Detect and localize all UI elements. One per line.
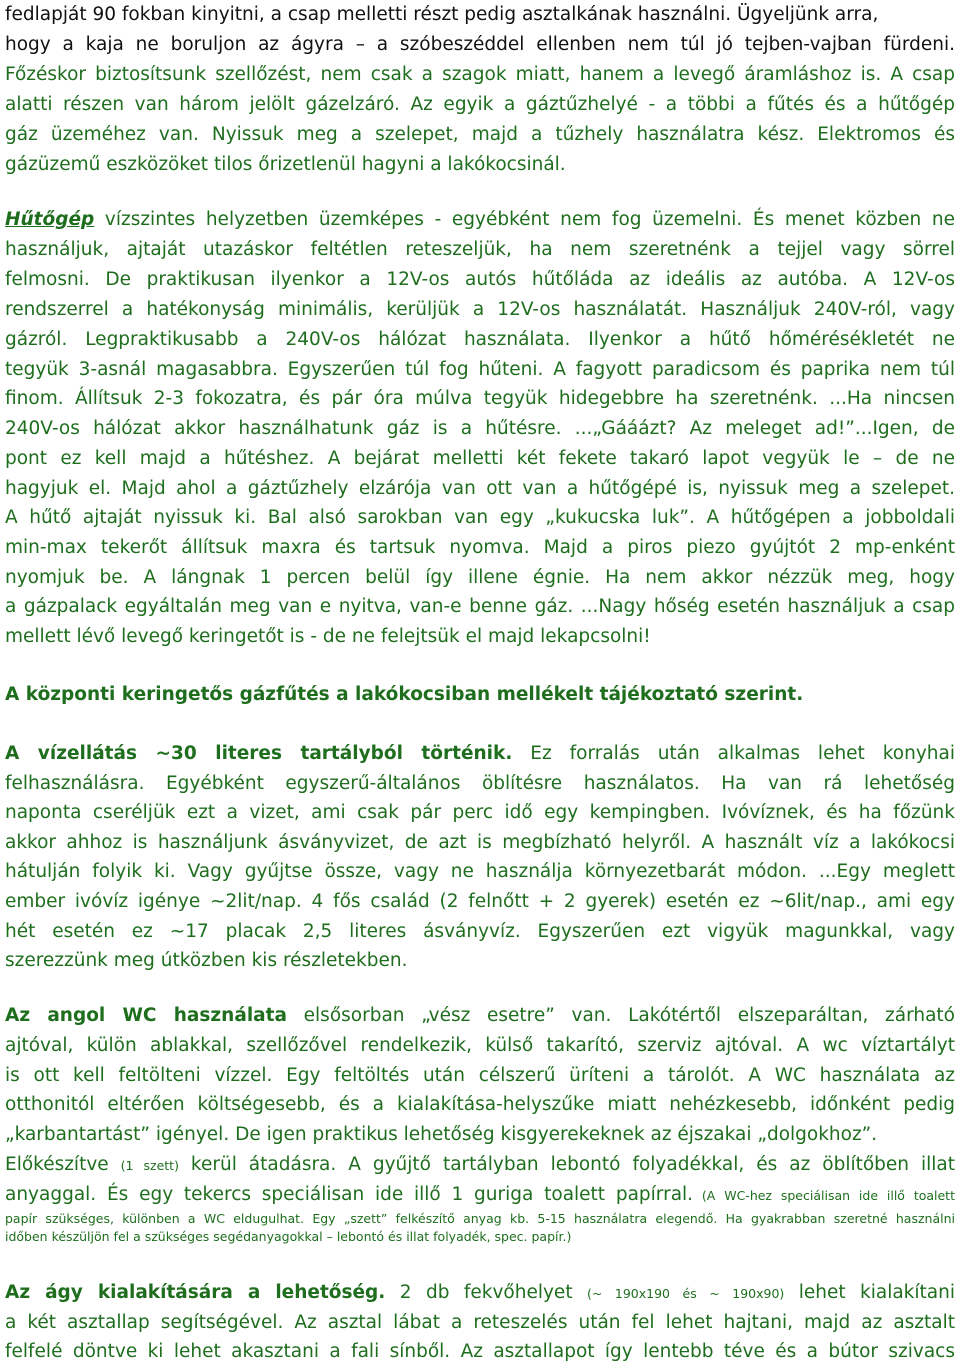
text-line [5, 857, 955, 887]
text-line [5, 1150, 955, 1180]
text-run-small: (A WC-hez speciálisan ide illő toalett [693, 1188, 955, 1203]
text-line [5, 887, 955, 917]
section-heading-hutogep: Hűtőgép [5, 209, 95, 230]
text-run: alatti részen van három jelölt gázelzáró. Az egyik a gáztűzhelyé - a többi a fűtés és a hűtőgép [5, 94, 955, 115]
text-run: 240V-os hálózat akkor használhatunk gáz is a hűtésre. ...„Gááázt? Az meleget ad!”...Igen, de [5, 418, 955, 439]
text-run: a két asztallap segítségével. Az asztal lábat a reteszelés után fel lehet hajtani, majd az asztalt [5, 1312, 955, 1333]
text-run: a gázpalack egyáltalán meg van e nyitva, van-e benne gáz. ...Nagy hőség esetén használjuk a csap [5, 596, 955, 617]
section-heading-agy: Az ágy kialakítására a lehetőség. [5, 1282, 386, 1303]
text-run: felmosni. De praktikusan ilyenkor a 12V-os autós hűtőláda az ideális az autóba. A 12V-os [5, 269, 955, 290]
text-line [5, 150, 955, 180]
text-line [5, 1061, 955, 1091]
text-run-small: időben készüljön fel a szükséges segédanyagokkal – lebontó és illat folyadék, spec. papír.) [5, 1229, 572, 1244]
text-run: nyomjuk be. A lángnak 1 percen belül így illene égnie. Ha nem akkor nézzük meg, hogy [5, 567, 955, 588]
text-run: „karbantartást” igényel. De igen praktikus lehetőség kisgyerekeknek az éjszakai „dolgokhoz”. [5, 1124, 878, 1145]
text-line [5, 30, 955, 60]
text-run: gáz üzeméhez van. Nyissuk meg a szelepet, majd a tűzhely használatra kész. Elektromos és [5, 124, 955, 145]
text-run: tegyük 3-asnál magasabbra. Egyszerűen túl fog hűteni. A fagyott paradicsom és paprika nem túl [5, 359, 955, 380]
text-line [5, 1031, 955, 1061]
section-heading-futes: A központi keringetős gázfűtés a lakókocsiban mellékelt tájékoztató szerint. [5, 684, 804, 705]
text-line [5, 384, 955, 414]
text-run: ajtóval, külön ablakkal, szellőzővel rendelkezik, külső takarító, szerviz ajtóval. A wc víztartályt [5, 1035, 955, 1056]
text-run: A hűtő ajtaját nyissuk ki. Bal alsó sarokban van egy „kukucska luk”. A hűtőgépen a jobboldali [5, 507, 955, 528]
text-run: hogy a kaja ne boruljon az ágyra – a szóbeszéddel ellenben nem túl jó tejben-vajban fürdeni. [5, 34, 955, 55]
text-line [5, 90, 955, 120]
text-line [5, 503, 955, 533]
text-run-small: papír szükséges, különben a WC eldugulhat. Egy „szett” felkészítő anyag kb. 5-15 használatra elegendő. Ha gyakrabban szeretné használni [5, 1211, 955, 1226]
text-line [5, 355, 955, 385]
text-run: hátulján folyik ki. Vagy gyűjtse össze, vagy ne használja környezetbarát módon. ...Egy meglett [5, 861, 955, 882]
section-heading-vizellatas: A vízellátás ~30 literes tartályból történik. [5, 743, 513, 764]
text-line [5, 828, 955, 858]
text-line [5, 563, 955, 593]
text-line [5, 474, 955, 504]
text-run: lehet kialakítani [784, 1282, 955, 1303]
text-line [5, 592, 955, 622]
text-run: felhasználásra. Egyébként egyszerű-általános öblítésre használatos. Ha van rá lehetőség [5, 773, 955, 794]
text-line [5, 680, 955, 710]
text-line [5, 798, 955, 828]
text-line [5, 325, 955, 355]
text-line [5, 0, 955, 30]
text-run: kerül átadásra. A gyűjtő tartályban lebontó folyadékkal, és az öblítőben illat [178, 1154, 955, 1175]
text-line [5, 1222, 955, 1252]
text-run: fedlapját 90 fokban kinyitni, a csap melletti részt pedig asztalkának használni. Ügyeljünk arra, [5, 4, 879, 25]
section-heading-wc: Az angol WC használata [5, 1005, 287, 1026]
text-run: 2 db fekvőhelyet [385, 1282, 588, 1303]
text-line [5, 295, 955, 325]
text-run: otthonitól eltérően költségesebb, és a kialakítása-helyszűke miatt nehézkesebb, időnként pedig [5, 1094, 955, 1115]
text-run: elsősorban „vész esetre” van. Lakótértől elszeparáltan, zárható [286, 1005, 955, 1026]
text-line [5, 1337, 955, 1367]
text-run: anyaggal. És egy tekercs speciálisan ide illő 1 guriga toalett papírral. [5, 1184, 694, 1205]
text-run: mellett lévő levegő keringetőt is - de ne felejtsük el majd lekapcsolni! [5, 626, 651, 647]
text-line [5, 1090, 955, 1120]
text-line [5, 265, 955, 295]
text-run: gázüzemű eszközöket tilos őrizetlenül hagyni a lakókocsinál. [5, 154, 566, 175]
text-run: Előkészítve [5, 1154, 121, 1175]
text-run: Főzéskor biztosítsunk szellőzést, nem csak a szagok miatt, hanem a levegő áramláshoz is. A csap [5, 64, 955, 85]
text-run: gázról. Legpraktikusabb a 240V-os hálózat használata. Ilyenkor a hűtő hőmérésékletét ne [5, 329, 955, 350]
text-run: hét esetén ez ~17 placak 2,5 literes ásványvíz. Egyszerűen ezt vigyük magunkkal, vagy [5, 921, 955, 942]
text-line [5, 739, 955, 769]
text-line [5, 60, 955, 90]
text-run-small: (~ 190x190 és ~ 190x90) [587, 1286, 785, 1301]
text-run: használjuk, ajtaját utazáskor feltétlen reteszeljük, ha nem szeretnénk a tejjel vagy sörrel [5, 239, 955, 260]
text-line [5, 533, 955, 563]
text-run: akkor ahhoz is használjunk ásványvizet, de azt is megbízható helyről. A használt víz a lakókocsi [5, 832, 955, 853]
text-line [5, 414, 955, 444]
text-line [5, 120, 955, 150]
text-run: felfelé döntve ki lehet akasztani a fali sínből. Az asztallapot így lentebb téve és a bútor szivacs [5, 1341, 955, 1362]
text-run-small: (1 szett) [120, 1158, 179, 1173]
text-run: min-max tekerőt állítsuk maxra és tartsuk nyomva. Majd a piros piezo gyújtót 2 mp-enként [5, 537, 955, 558]
text-run: naponta cseréljük ezt a vizet, ami csak pár perc idő egy kempingben. Ivóvíznek, és ha főzünk [5, 802, 955, 823]
text-run: is ott kell feltölteni vízzel. Egy feltöltés után célszerű üríteni a tárolót. A WC használata az [5, 1065, 955, 1086]
text-run: rendszerrel a hatékonyság minimális, kerüljük a 12V-os használatát. Használjuk 240V-ról, vagy [5, 299, 955, 320]
text-run: ember ivóvíz igénye ~2lit/nap. 4 fős család (2 felnőtt + 2 gyerek) esetén ez ~6lit/nap., ami egy [5, 891, 955, 912]
text-line [5, 1120, 955, 1150]
text-run: finom. Állítsuk 2-3 fokozatra, és pár óra múlva tegyük hidegebbre ha szeretnénk. ...Ha nincsen [5, 388, 955, 409]
text-line [5, 622, 955, 652]
text-line [5, 205, 955, 235]
text-run: Ez forralás után alkalmas lehet konyhai [512, 743, 955, 764]
text-run: pont ez kell majd a hűtéshez. A bejárat melletti két fekete takaró lapot vegyük le – de ne [5, 448, 955, 469]
text-run: vízszintes helyzetben üzemképes - egyébként nem fog üzemelni. És menet közben ne [94, 209, 955, 230]
text-run: szerezzünk meg útközben kis részletekben. [5, 950, 408, 971]
text-line [5, 769, 955, 799]
text-run: hagyjuk el. Majd ahol a gáztűzhely elzárója van ott van a hűtőgépé is, nyissuk meg a szelepet. [5, 478, 955, 499]
text-line [5, 1001, 955, 1031]
text-line [5, 1308, 955, 1338]
text-line [5, 444, 955, 474]
text-line [5, 946, 955, 976]
text-line [5, 235, 955, 265]
text-line [5, 917, 955, 947]
text-line [5, 1278, 955, 1308]
